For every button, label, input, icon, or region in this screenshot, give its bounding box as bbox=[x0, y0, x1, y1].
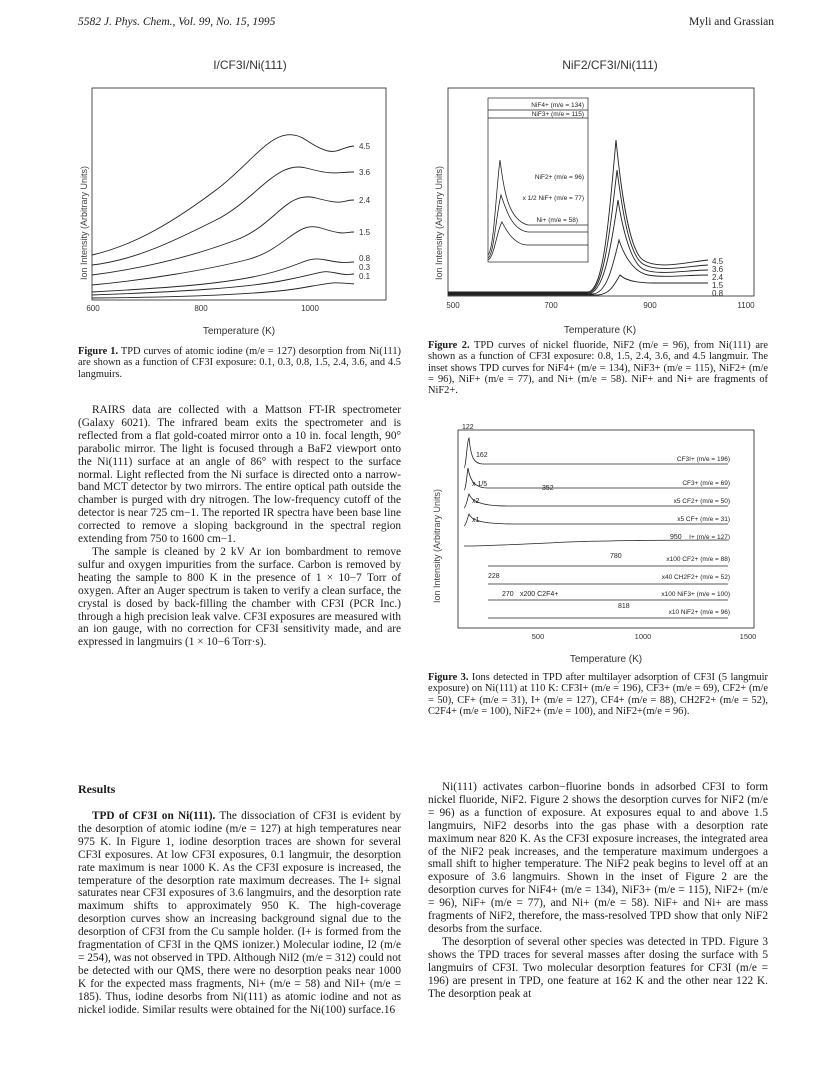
fig3-xtick: 1000 bbox=[634, 632, 652, 641]
paragraph: RAIRS data are collected with a Mattson FT-IR spectrometer (Galaxy 6021). The infrared beam exits the spectrometer and is reflected from a flat gold-coated mirror onto a 10 in. focal length, 90° parabolic mirror. The light is focused through a BaF2 viewport onto the Ni(111) surface at an angle of 86° with respect to the surface normal. Light reflected from the Ni surface is directed onto a narrow-band MCT detector by two mirrors. The entire optical path outside the chamber is purged with dry nitrogen. The low-frequency cutoff of the detector is near 725 cm−1. The reported IR spectra have been base line corrected to remove a sloping background in the spectral region extending from 750 to 1600 cm−1. bbox=[78, 404, 401, 546]
paragraph: Ni(111) activates carbon−fluorine bonds in adsorbed CF3I to form nickel fluoride, NiF2. Figure 2 shows the desorption curves for NiF2 (m/e = 96) as a function of exposure. At exposures equal to and above 1.5 langmuirs, NiF2 desorbs into the gas phase with a desorption rate maximum near 820 K. As the CF3I exposure increases, the integrated area of the NiF2 peak increases, and the temperature maximum undergoes a small shift to higher temperature. The NiF2 peak begins to level off at an exposure of 3.6 langmuirs. Shown in the inset of Figure 2 are the desorption curves for NiF4+ (m/e = 134), NiF3+ (m/e = 115), NiF2+ (m/e = 96), NiF+ (m/e = 77), and Ni+ (m/e = 58). NiF+ and Ni+ are mass fragments of NiF2, therefore, the mass-resolved TPD show that only NiF2 desorbs from the surface. bbox=[428, 781, 768, 935]
fig3-left-label: x 1/5 bbox=[472, 481, 488, 488]
fig1-curve-label: 1.5 bbox=[359, 228, 371, 237]
figure-3 bbox=[428, 418, 768, 668]
fig1-curve-label: 4.5 bbox=[359, 142, 371, 151]
fig2-xtick: 700 bbox=[544, 301, 558, 310]
fig2-curve-label: 1.5 bbox=[712, 281, 724, 290]
fig2-curve-label: 2.4 bbox=[712, 273, 724, 282]
fig2-inset-label: NiF4+ (m/e = 134) bbox=[531, 102, 584, 109]
fig3-peak-label: 270 bbox=[502, 591, 514, 598]
fig3-trace-label: x5 CF2+ (m/e = 50) bbox=[673, 498, 730, 505]
section-heading: Results bbox=[78, 782, 116, 796]
fig2-xtick: 1100 bbox=[737, 301, 755, 310]
fig3-left-label: 950 bbox=[670, 534, 682, 541]
fig3-peak-label: 818 bbox=[618, 603, 630, 610]
fig3-left-label: x2 bbox=[472, 498, 480, 505]
fig3-trace-label: x100 NiF3+ (m/e = 100) bbox=[661, 591, 730, 598]
fig3-trace-label: x100 CF2+ (m/e = 88) bbox=[666, 556, 730, 563]
fig1-title: I/CF3I/Ni(111) bbox=[213, 58, 287, 72]
fig3-trace-label: x40 CH2F2+ (m/e = 52) bbox=[661, 574, 730, 581]
left-column-text bbox=[78, 404, 401, 649]
fig3-trace-label: I+ (m/e = 127) bbox=[689, 534, 730, 541]
fig2-curve-label: 3.6 bbox=[712, 265, 724, 274]
fig1-curve-label: 3.6 bbox=[359, 168, 371, 177]
left-column-results-text bbox=[78, 810, 401, 1017]
fig2-curve-label: 4.5 bbox=[712, 257, 724, 266]
fig3-trace-label: CF3+ (m/e = 69) bbox=[682, 480, 730, 487]
fig1-ylabel: Ion Intensity (Arbitrary Units) bbox=[79, 165, 89, 280]
fig2-xlabel: Temperature (K) bbox=[563, 325, 637, 336]
running-header-left: 5582 J. Phys. Chem., Vol. 99, No. 15, 1995 bbox=[78, 16, 276, 28]
fig3-left-label: x200 C2F4+ bbox=[520, 591, 559, 598]
fig2-curve-label: 0.8 bbox=[712, 289, 724, 298]
right-column-text bbox=[428, 781, 768, 1000]
run-in-heading: TPD of CF3I on Ni(111). bbox=[92, 810, 216, 822]
fig3-ylabel: Ion Intensity (Arbitrary Units) bbox=[432, 488, 442, 603]
fig2-inset-label: NiF3+ (m/e = 115) bbox=[531, 111, 584, 118]
figure-2 bbox=[428, 80, 768, 345]
fig1-xtick: 1000 bbox=[301, 304, 319, 313]
fig1-xtick: 800 bbox=[194, 304, 208, 313]
fig3-peak-label: 780 bbox=[610, 553, 622, 560]
fig3-left-label: x1 bbox=[472, 517, 480, 524]
figure-1 bbox=[76, 80, 396, 345]
fig2-xtick: 900 bbox=[643, 301, 657, 310]
fig2-inset-label: Ni+ (m/e = 58) bbox=[536, 217, 578, 224]
fig1-curve-label: 0.8 bbox=[359, 254, 371, 263]
fig3-trace-label: x5 CF+ (m/e = 31) bbox=[677, 516, 730, 523]
fig2-inset-label: x 1/2 NiF+ (m/e = 77) bbox=[522, 195, 584, 202]
fig2-ylabel: Ion Intensity (Arbitrary Units) bbox=[434, 165, 444, 280]
fig3-peak-label: 352 bbox=[542, 485, 554, 492]
fig3-peak-label: 228 bbox=[488, 573, 500, 580]
paragraph: The desorption of several other species was detected in TPD. Figure 3 shows the TPD traces for several masses after dosing the surface with 5 langmuirs of CF3I. Two molecular desorption features for CF3I (m/e = 196) are present in TPD, one feature at 162 K and the other near 122 K. The desorption peak at bbox=[428, 935, 768, 1000]
fig3-peak-label: 162 bbox=[476, 452, 488, 459]
fig1-curve-label: 2.4 bbox=[359, 196, 371, 205]
fig2-caption: Figure 2. TPD curves of nickel fluoride, NiF2 (m/e = 96), from Ni(111) are shown as a function of CF3I exposure: 0.8, 1.5, 2.4, 3.6, and 4.5 langmuir. The inset shows TPD curves for NiF4+ (m/e = 134), NiF3+ (m/e = 115), NiF2+ (m/e = 96), NiF+ (m/e = 77), and Ni+ (m/e = 58). NiF+ and Ni+ are fragments of NiF2+. bbox=[428, 340, 769, 397]
fig2-inset-label: NiF2+ (m/e = 96) bbox=[534, 174, 584, 181]
fig3-peak-label: 122 bbox=[462, 424, 474, 431]
fig1-curve-label: 0.3 bbox=[359, 263, 371, 272]
fig3-xtick: 1500 bbox=[739, 632, 757, 641]
fig3-caption: Figure 3. Ions detected in TPD after multilayer adsorption of CF3I (5 langmuir exposure) on Ni(111) at 110 K: CF3I+ (m/e = 196), CF3+ (m/e = 69), CF2+ (m/e = 50), CF+ (m/e = 31), I+ (m/e = 127), CF4+ (m/e = 88), CH2F2+ (m/e = 52), C2F4+ (m/e = 100), NiF2+ (m/e = 100), and NiF2+(m/e = 96). bbox=[428, 672, 768, 717]
fig1-xtick: 600 bbox=[86, 304, 100, 313]
paragraph: The dissociation of CF3I is evident by the desorption of atomic iodine (m/e = 127) at high temperatures near 975 K. In Figure 1, iodine desorption traces are shown for several CF3I exposures. At low CF3I exposures, 0.1 langmuir, the desorption rate maximum is near 1000 K. As the CF3I exposure is increased, the temperature of the desorption rate maximum decreases. The I+ signal saturates near CF3I exposures of 3.6 langmuirs, and the desorption rate maximum shifts to approximately 950 K. The high-coverage desorption curves show an increasing background signal due to the desorption of CF3I from the Cu sample holder. (I+ is formed from the fragmentation of CF3I in the QMS ionizer.) Molecular iodine, I2 (m/e = 254), was not observed in TPD. Although NiI2 (m/e = 312) could not be detected with our QMS, there were no desorption peaks near 1000 K for the expected mass fragments, Ni+ (m/e = 58) and NiI+ (m/e = 185). Thus, iodine desorbs from Ni(111) as atomic iodine and not as nickel iodide. Similar results were obtained for the Ni(100) surface.16 bbox=[78, 810, 401, 1016]
fig3-trace-label: x10 NiF2+ (m/e = 96) bbox=[668, 609, 730, 616]
fig3-xtick: 500 bbox=[531, 632, 545, 641]
fig3-trace-label: CF3I+ (m/e = 196) bbox=[676, 456, 730, 463]
fig1-caption: Figure 1. TPD curves of atomic iodine (m/e = 127) desorption from Ni(111) are shown as a function of CF3I exposure: 0.1, 0.3, 0.8, 1.5, 2.4, 3.6, and 4.5 langmuirs. bbox=[78, 346, 401, 380]
fig1-curve-label: 0.1 bbox=[359, 272, 371, 281]
fig2-title: NiF2/CF3I/Ni(111) bbox=[562, 58, 658, 72]
fig1-xlabel: Temperature (K) bbox=[202, 326, 276, 337]
fig3-xlabel: Temperature (K) bbox=[569, 654, 643, 665]
paragraph: The sample is cleaned by 2 kV Ar ion bombardment to remove sulfur and oxygen impurities from the surface. Carbon is removed by heating the sample to 800 K in the presence of 1 × 10−7 Torr of oxygen. After an Auger spectrum is taken to verify a clean surface, the crystal is dosed by back-filling the chamber with CF3I (PCR Inc.) through a high precision leak valve. CF3I exposures are measured with an ion gauge, with no correction for CF3I sensitivity made, and are expressed in langmuirs (1 × 10−6 Torr·s). bbox=[78, 545, 401, 649]
running-header-right: Myli and Grassian bbox=[689, 16, 774, 28]
fig2-xtick: 500 bbox=[446, 301, 460, 310]
